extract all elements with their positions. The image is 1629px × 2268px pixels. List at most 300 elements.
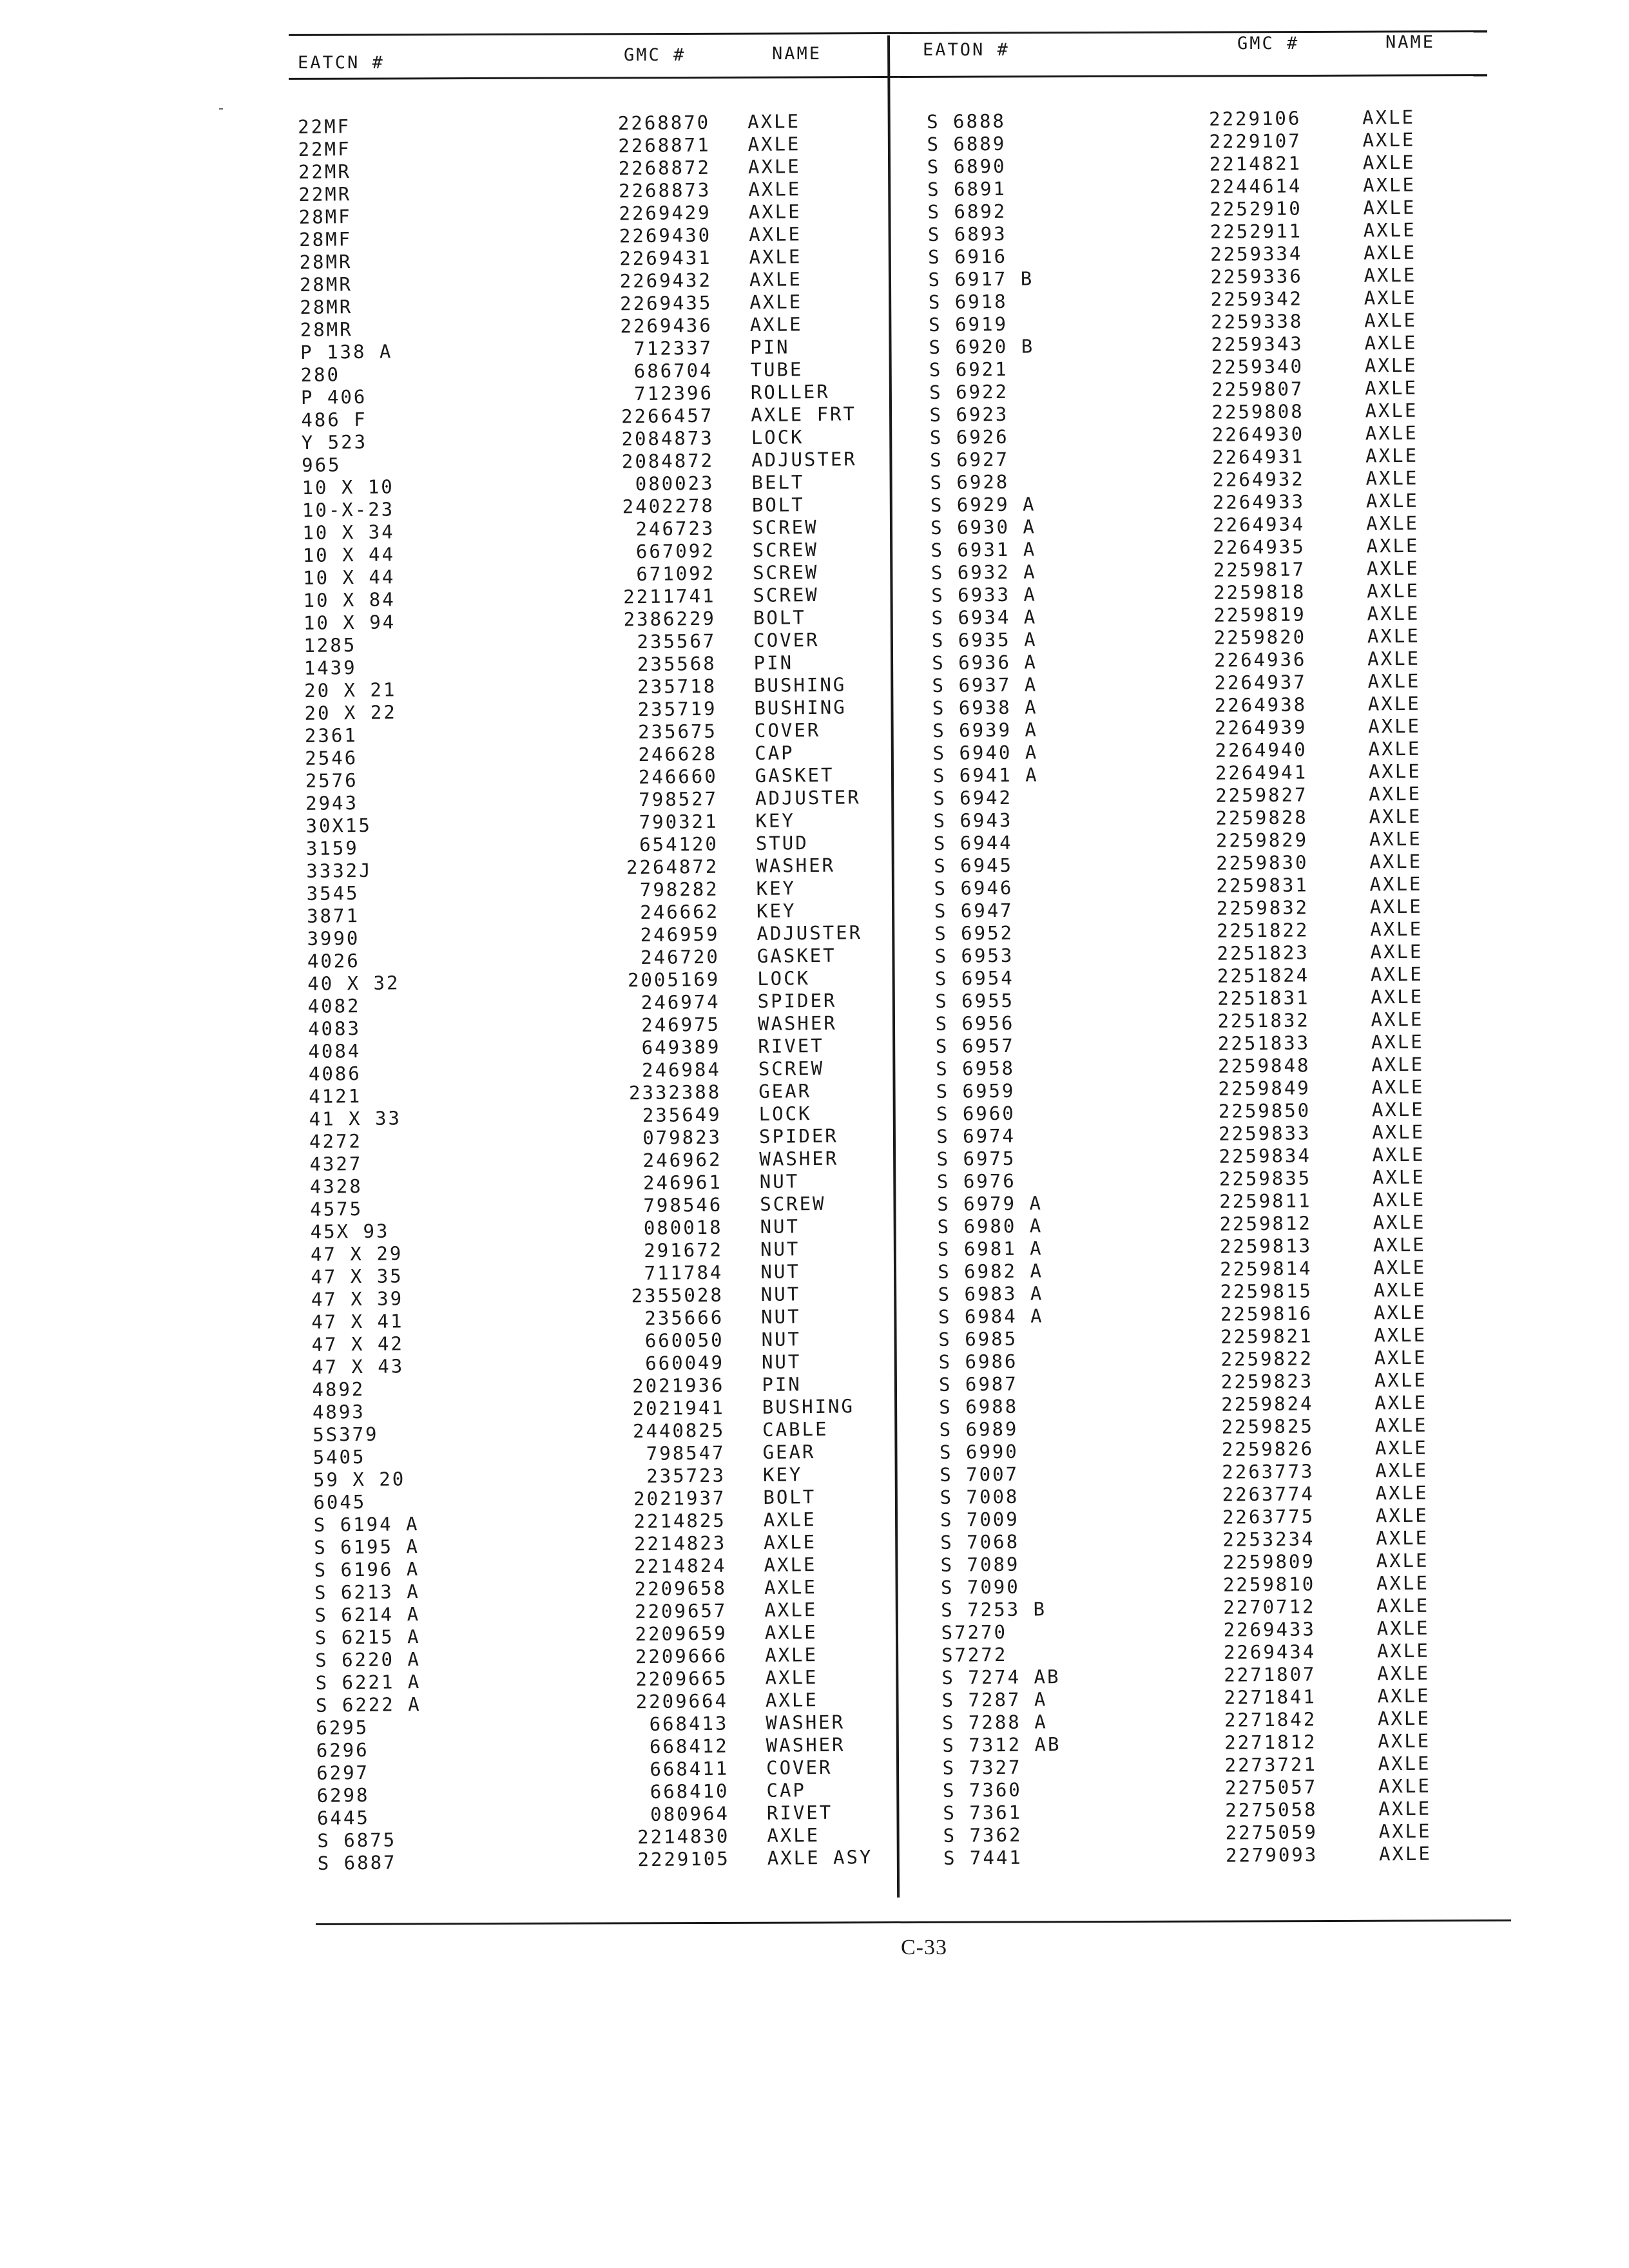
cell-eaton: P 138 A xyxy=(300,340,393,363)
cell-name: SCREW xyxy=(752,561,819,584)
cell-name: AXLE xyxy=(767,1823,820,1847)
cell-name: AXLE xyxy=(1367,692,1421,715)
cell-name: AXLE xyxy=(764,1576,817,1599)
cell-eaton: S 6947 xyxy=(934,899,1014,922)
cell-name: AXLE xyxy=(1377,1684,1431,1707)
cell-name: AXLE xyxy=(763,1508,816,1531)
cell-gmc: 2209666 xyxy=(635,1644,728,1668)
header-eaton-left: EATCN # xyxy=(298,53,385,73)
cell-eaton: S 7274 AB xyxy=(941,1666,1061,1689)
cell-gmc: 2269430 xyxy=(619,224,712,247)
cell-name: AXLE xyxy=(1366,557,1420,580)
cell-name: KEY xyxy=(756,877,796,900)
cell-eaton: 10 X 44 xyxy=(302,566,396,589)
cell-eaton: S 6931 A xyxy=(930,538,1037,561)
cell-gmc: 235568 xyxy=(637,652,717,676)
cell-name: AXLE xyxy=(1372,1143,1425,1166)
cell-name: PIN xyxy=(749,336,790,359)
cell-eaton: 41 X 33 xyxy=(309,1107,402,1130)
cell-gmc: 246959 xyxy=(640,923,720,947)
cell-eaton: 22MF xyxy=(298,138,351,160)
cell-eaton: 3990 xyxy=(307,927,360,950)
cell-eaton: S 6954 xyxy=(934,966,1014,990)
cell-gmc: 2269436 xyxy=(620,314,713,338)
cell-name: AXLE xyxy=(765,1688,818,1711)
cell-name: COVER xyxy=(766,1756,833,1779)
cell-name: AXLE xyxy=(747,110,801,133)
cell-eaton: S 6980 A xyxy=(937,1215,1043,1238)
cell-name: KEY xyxy=(762,1463,803,1486)
cell-name: AXLE xyxy=(1375,1504,1429,1527)
cell-eaton: S7270 xyxy=(941,1620,1008,1644)
cell-name: TUBE xyxy=(750,358,804,381)
column-divider xyxy=(887,35,900,1898)
cell-eaton: S 6918 xyxy=(928,290,1008,313)
cell-eaton: S 7288 A xyxy=(941,1711,1048,1734)
cell-eaton: 6445 xyxy=(316,1806,371,1829)
cell-eaton: S 7361 xyxy=(943,1801,1023,1824)
cell-gmc: 790321 xyxy=(639,810,718,834)
cell-eaton: 6295 xyxy=(316,1716,369,1739)
cell-name: AXLE xyxy=(1377,1707,1431,1730)
cell-name: AXLE xyxy=(1369,895,1423,918)
cell-name: AXLE xyxy=(1366,534,1420,557)
cell-name: SPIDER xyxy=(757,989,837,1012)
cell-eaton: S 6945 xyxy=(934,854,1014,877)
cell-eaton: 22MR xyxy=(298,160,352,183)
cell-name: AXLE xyxy=(764,1621,818,1644)
cell-eaton: S 6215 A xyxy=(314,1625,421,1649)
cell-eaton: S 6976 xyxy=(936,1169,1016,1193)
cell-eaton: 6045 xyxy=(313,1490,367,1514)
header-name-left: NAME xyxy=(772,44,822,64)
cell-eaton: S 6933 A xyxy=(931,583,1037,606)
cell-name: AXLE xyxy=(748,178,802,201)
cell-gmc: 2214825 xyxy=(633,1509,726,1533)
cell-eaton: 47 X 35 xyxy=(311,1265,403,1288)
cell-eaton: 3332J xyxy=(306,859,372,882)
cell-eaton: S 7009 xyxy=(940,1508,1019,1531)
cell-gmc: 246660 xyxy=(638,765,718,789)
cell-name: LOCK xyxy=(751,426,804,449)
cell-eaton: S 6987 xyxy=(938,1372,1018,1396)
cell-name: AXLE xyxy=(748,223,802,246)
page-number: C-33 xyxy=(901,1936,947,1959)
cell-gmc: 2402278 xyxy=(622,494,715,518)
cell-eaton: S 7007 xyxy=(940,1463,1019,1486)
cell-gmc: 2209665 xyxy=(635,1667,728,1691)
cell-eaton: S 6983 A xyxy=(938,1282,1044,1305)
cell-name: AXLE xyxy=(1365,376,1418,399)
cell-eaton: S 6888 xyxy=(927,110,1007,133)
cell-name: AXLE xyxy=(1378,1752,1431,1775)
cell-name: AXLE xyxy=(1365,489,1419,512)
cell-gmc: 2211741 xyxy=(623,584,716,608)
cell-name: SCREW xyxy=(760,1192,826,1215)
cell-name: AXLE xyxy=(1378,1774,1431,1798)
cell-eaton: S 6975 xyxy=(936,1147,1016,1170)
cell-name: AXLE xyxy=(749,245,802,269)
cell-gmc: 246974 xyxy=(641,990,720,1014)
cell-gmc: 2005169 xyxy=(627,968,720,992)
cell-eaton: 280 xyxy=(300,363,341,386)
cell-name: AXLE xyxy=(1373,1278,1427,1302)
cell-eaton: 20 X 22 xyxy=(304,701,397,724)
cell-name: AXLE xyxy=(1362,173,1416,197)
cell-eaton: S 6941 A xyxy=(932,764,1039,787)
cell-name: BUSHING xyxy=(754,696,847,720)
header-gmc-left: GMC # xyxy=(624,45,686,65)
cell-gmc: 798546 xyxy=(643,1193,723,1217)
cell-eaton: 59 X 20 xyxy=(313,1468,406,1491)
cell-name: AXLE xyxy=(1376,1594,1430,1617)
cell-gmc: 2209658 xyxy=(634,1577,728,1600)
cell-gmc: 080018 xyxy=(643,1216,723,1240)
cell-name: AXLE xyxy=(1374,1369,1427,1392)
cell-gmc: 2269432 xyxy=(619,269,713,293)
cell-eaton: 2546 xyxy=(305,747,358,769)
cell-eaton: S 6875 xyxy=(317,1829,397,1852)
cell-gmc: 246962 xyxy=(642,1148,722,1172)
cell-eaton: S 6936 A xyxy=(932,651,1038,674)
cell-eaton: 10 X 10 xyxy=(302,476,394,499)
cell-eaton: S 6958 xyxy=(936,1057,1016,1080)
cell-name: AXLE xyxy=(1371,1008,1424,1031)
cell-name: AXLE xyxy=(763,1531,817,1553)
cell-name: BOLT xyxy=(763,1486,816,1508)
cell-gmc: 712396 xyxy=(633,381,714,405)
cell-eaton: 10 X 34 xyxy=(302,521,395,544)
cell-eaton: S 6928 xyxy=(930,470,1010,494)
cell-name: AXLE xyxy=(764,1644,818,1666)
header-eaton-right: EATON # xyxy=(923,40,1010,60)
cell-eaton: S 6919 xyxy=(929,312,1008,336)
cell-gmc: 2021936 xyxy=(631,1374,725,1398)
cell-gmc: 2440825 xyxy=(632,1419,726,1443)
cell-eaton: P 406 xyxy=(300,385,367,408)
cell-eaton: 20 X 21 xyxy=(304,678,397,702)
cell-name: AXLE ASY xyxy=(767,1846,873,1869)
cell-name: NUT xyxy=(760,1283,801,1305)
cell-name: PIN xyxy=(762,1373,802,1396)
cell-eaton: S 6946 xyxy=(934,876,1014,899)
cell-eaton: 4026 xyxy=(307,949,360,972)
cell-eaton: S 6932 A xyxy=(930,561,1037,584)
cell-name: AXLE xyxy=(1367,579,1420,602)
cell-name: RIVET xyxy=(766,1801,833,1824)
cell-eaton: 47 X 39 xyxy=(311,1287,404,1311)
cell-gmc: 2268871 xyxy=(618,133,711,157)
cell-name: AXLE xyxy=(1372,1120,1425,1144)
cell-gmc: 246628 xyxy=(638,742,718,766)
cell-name: NUT xyxy=(760,1260,800,1283)
cell-name: KEY xyxy=(755,809,796,832)
cell-gmc: 246723 xyxy=(635,517,715,541)
cell-name: AXLE xyxy=(1369,782,1422,805)
cell-eaton: 10 X 94 xyxy=(303,611,396,634)
cell-eaton: S 6887 xyxy=(317,1851,397,1874)
cell-eaton: S 6921 xyxy=(929,358,1008,381)
cell-name: AXLE xyxy=(764,1553,817,1576)
cell-name: AXLE xyxy=(1369,872,1423,896)
cell-gmc: 235567 xyxy=(637,629,717,653)
cell-eaton: 28MR xyxy=(299,273,353,296)
cell-name: CAP xyxy=(755,742,795,765)
cell-gmc: 668410 xyxy=(650,1780,729,1803)
cell-gmc: 2266457 xyxy=(621,404,714,428)
cell-eaton: S 6959 xyxy=(936,1079,1016,1102)
cell-name: PIN xyxy=(753,651,794,675)
cell-gmc: 235719 xyxy=(637,697,717,721)
cell-eaton: S 7068 xyxy=(940,1530,1020,1553)
cell-eaton: S 7089 xyxy=(940,1553,1020,1576)
cell-gmc: 2269429 xyxy=(619,201,711,225)
cell-name: AXLE xyxy=(1369,827,1422,850)
cell-eaton: S 6220 A xyxy=(314,1648,421,1671)
cell-name: CABLE xyxy=(762,1418,829,1441)
cell-eaton: 47 X 42 xyxy=(311,1332,405,1356)
cell-name: AXLE xyxy=(1364,309,1418,332)
cell-name: WASHER xyxy=(759,1147,839,1170)
cell-gmc: 2021941 xyxy=(632,1396,725,1420)
cell-eaton: S 7327 xyxy=(942,1756,1022,1779)
cell-name: WASHER xyxy=(757,1012,837,1035)
cell-name: AXLE xyxy=(1376,1639,1430,1662)
cell-eaton: S 6893 xyxy=(927,222,1007,245)
cell-name: WASHER xyxy=(766,1733,845,1756)
cell-name: AXLE xyxy=(1371,1098,1425,1121)
cell-name: AXLE xyxy=(1368,715,1422,738)
cell-eaton: S 6944 xyxy=(933,831,1013,854)
cell-eaton: S 6957 xyxy=(935,1034,1015,1057)
cell-eaton: 4328 xyxy=(309,1175,363,1198)
cell-eaton: S 7362 xyxy=(943,1823,1023,1847)
cell-eaton: S 6922 xyxy=(929,380,1009,403)
cell-eaton: 4893 xyxy=(312,1400,365,1423)
cell-name: AXLE xyxy=(764,1599,818,1621)
cell-name: AXLE xyxy=(1365,399,1418,422)
cell-name: AXLE xyxy=(1362,128,1416,151)
cell-name: NUT xyxy=(760,1305,801,1328)
cell-eaton: 5S379 xyxy=(313,1423,379,1446)
cell-name: NUT xyxy=(761,1350,802,1373)
cell-name: AXLE xyxy=(1378,1820,1432,1843)
cell-gmc: 235723 xyxy=(646,1464,726,1487)
cell-eaton: S 6979 A xyxy=(937,1192,1043,1215)
cell-eaton: 4082 xyxy=(307,994,361,1017)
cell-eaton: S 6930 A xyxy=(930,515,1037,539)
cell-gmc: 2269435 xyxy=(619,291,713,315)
cell-eaton: S 6982 A xyxy=(938,1260,1044,1283)
cell-eaton: 28MR xyxy=(300,318,353,341)
cell-name: AXLE xyxy=(1363,196,1416,219)
cell-name: AXLE xyxy=(1374,1346,1427,1369)
cell-name: NUT xyxy=(761,1328,802,1350)
cell-gmc: 668411 xyxy=(650,1757,729,1780)
cell-name: KEY xyxy=(756,899,796,923)
cell-gmc: 080023 xyxy=(635,472,715,495)
cell-eaton: 28MR xyxy=(300,296,353,318)
cell-eaton: S 6926 xyxy=(929,425,1009,448)
cell-name: AXLE xyxy=(1374,1323,1427,1347)
cell-eaton: Y 523 xyxy=(301,430,368,454)
cell-eaton: S 7360 xyxy=(942,1778,1022,1802)
cell-eaton: S 6989 xyxy=(939,1418,1019,1441)
cell-name: BOLT xyxy=(751,494,805,517)
cell-gmc: 2268870 xyxy=(617,111,711,135)
cell-eaton: S 6937 A xyxy=(932,673,1038,697)
cell-eaton: S 6927 xyxy=(930,448,1010,471)
cell-name: AXLE xyxy=(749,268,802,291)
cell-name: AXLE xyxy=(749,291,803,314)
cell-name: BUSHING xyxy=(753,673,847,697)
cell-name: AXLE xyxy=(1367,624,1420,648)
cell-name: AXLE FRT xyxy=(751,403,857,427)
cell-gmc: 2268872 xyxy=(618,156,711,180)
cell-eaton: 28MR xyxy=(299,251,352,273)
cell-gmc: 2332388 xyxy=(628,1081,722,1104)
cell-name: AXLE xyxy=(1374,1436,1428,1459)
cell-name: AXLE xyxy=(1365,421,1418,445)
cell-name: AXLE xyxy=(1376,1571,1429,1595)
cell-eaton: 4084 xyxy=(308,1039,361,1062)
cell-eaton: 22MR xyxy=(298,183,352,206)
cell-eaton: S 6920 B xyxy=(929,335,1035,358)
cell-gmc: 649389 xyxy=(641,1035,721,1059)
cell-name: AXLE xyxy=(1367,602,1420,625)
cell-eaton: S 6891 xyxy=(927,177,1007,200)
cell-eaton: S 6960 xyxy=(936,1102,1016,1125)
cell-eaton: S 6990 xyxy=(939,1440,1019,1463)
cell-eaton: 1439 xyxy=(304,657,357,679)
cell-name: AXLE xyxy=(1371,1075,1425,1099)
cell-name: AXLE xyxy=(1377,1662,1431,1685)
cell-gmc: 246720 xyxy=(640,945,720,969)
header-name-right: NAME xyxy=(1385,32,1436,52)
cell-name: AXLE xyxy=(747,155,801,178)
cell-gmc: 2209657 xyxy=(634,1599,728,1623)
cell-eaton: 4086 xyxy=(308,1062,361,1085)
cell-name: AXLE xyxy=(1376,1617,1430,1640)
cell-gmc: 711784 xyxy=(644,1261,724,1285)
cell-name: AXLE xyxy=(1371,985,1424,1008)
cell-eaton: 4575 xyxy=(310,1197,363,1220)
cell-eaton: S 6890 xyxy=(927,155,1007,178)
cell-eaton: S 7287 A xyxy=(941,1688,1048,1711)
cell-eaton: S 6952 xyxy=(934,921,1014,945)
cell-eaton: 4121 xyxy=(309,1084,362,1108)
cell-name: AXLE xyxy=(1369,850,1423,873)
cell-eaton: S 6222 A xyxy=(315,1693,421,1716)
cell-name: AXLE xyxy=(1370,963,1423,986)
cell-eaton: S 6986 xyxy=(938,1350,1018,1373)
cell-gmc: 668413 xyxy=(649,1712,729,1735)
cell-eaton: S 6934 A xyxy=(931,606,1037,629)
cell-name: AXLE xyxy=(1376,1526,1429,1550)
cell-eaton: 2361 xyxy=(304,724,358,747)
cell-name: AXLE xyxy=(1363,241,1417,264)
cell-gmc: 2386229 xyxy=(623,607,717,631)
cell-eaton: S 7312 AB xyxy=(942,1733,1061,1756)
cell-name: AXLE xyxy=(1378,1797,1432,1820)
cell-name: BOLT xyxy=(753,606,806,629)
cell-eaton: 40 X 32 xyxy=(307,972,400,995)
cell-eaton: 2943 xyxy=(305,792,359,814)
cell-name: WASHER xyxy=(766,1711,845,1734)
cell-gmc: 2209659 xyxy=(635,1622,728,1646)
cell-gmc: 079823 xyxy=(642,1126,722,1149)
cell-eaton: S 6929 A xyxy=(930,493,1036,516)
cell-name: AXLE xyxy=(1368,737,1422,760)
cell-name: AXLE xyxy=(1373,1233,1426,1256)
cell-eaton: 6296 xyxy=(316,1738,369,1762)
cell-eaton: 6297 xyxy=(316,1761,370,1784)
cell-name: GASKET xyxy=(755,764,834,787)
cell-gmc: 246975 xyxy=(641,1013,721,1037)
cell-name: AXLE xyxy=(1365,466,1419,490)
cell-name: AXLE xyxy=(1363,218,1416,242)
cell-name: AXLE xyxy=(1364,264,1417,287)
cell-gmc: 2214830 xyxy=(637,1825,730,1849)
cell-gmc: 654120 xyxy=(639,832,719,856)
cell-eaton: 2576 xyxy=(305,769,358,792)
cell-name: AXLE xyxy=(1367,669,1421,693)
cell-name: NUT xyxy=(760,1215,800,1238)
cell-gmc: 246662 xyxy=(640,900,720,924)
cell-gmc: 2229105 xyxy=(637,1847,730,1871)
cell-eaton: 486 F xyxy=(301,408,367,431)
cell-name: SCREW xyxy=(758,1057,825,1080)
cell-eaton: S 6955 xyxy=(935,989,1015,1012)
cell-name: AXLE xyxy=(1364,286,1417,309)
cell-eaton: 10-X-23 xyxy=(302,498,395,521)
cell-name: AXLE xyxy=(1374,1391,1428,1414)
cell-name: AXLE xyxy=(1378,1842,1432,1865)
cell-name: AXLE xyxy=(749,313,803,336)
cell-eaton: 28MF xyxy=(298,228,352,251)
cell-name: AXLE xyxy=(1376,1549,1429,1572)
cell-gmc: 668412 xyxy=(649,1735,729,1758)
cell-eaton: S 6214 A xyxy=(314,1602,421,1626)
cell-eaton: S 6892 xyxy=(927,200,1007,223)
cell-name: AXLE xyxy=(1366,512,1420,535)
cell-eaton: 965 xyxy=(301,454,342,476)
scan-speck xyxy=(219,108,223,110)
cell-name: AXLE xyxy=(1372,1166,1425,1189)
cell-name: ADJUSTER xyxy=(755,786,861,810)
cell-eaton: S 6984 A xyxy=(938,1305,1044,1328)
cell-eaton: 6298 xyxy=(316,1783,370,1807)
cell-name: AXLE xyxy=(1364,354,1418,377)
cell-eaton: 4083 xyxy=(307,1017,361,1040)
cell-name: AXLE xyxy=(1368,760,1422,783)
cell-name: RIVET xyxy=(758,1034,824,1057)
cell-name: BELT xyxy=(751,471,805,494)
cell-name: AXLE xyxy=(1373,1211,1426,1234)
cell-eaton: S 6221 A xyxy=(315,1670,421,1694)
cell-name: AXLE xyxy=(1371,1030,1424,1053)
cell-gmc: 2264872 xyxy=(626,855,719,879)
cell-name: AXLE xyxy=(1370,940,1423,963)
cell-gmc: 2084872 xyxy=(621,449,715,473)
cell-eaton: S 6956 xyxy=(935,1012,1015,1035)
cell-name: GEAR xyxy=(758,1080,812,1102)
cell-name: NUT xyxy=(759,1170,800,1193)
cell-eaton: S 7008 xyxy=(940,1485,1019,1508)
cell-eaton: 47 X 41 xyxy=(311,1310,404,1333)
cell-name: AXLE xyxy=(1365,444,1419,467)
cell-name: AXLE xyxy=(747,133,801,156)
